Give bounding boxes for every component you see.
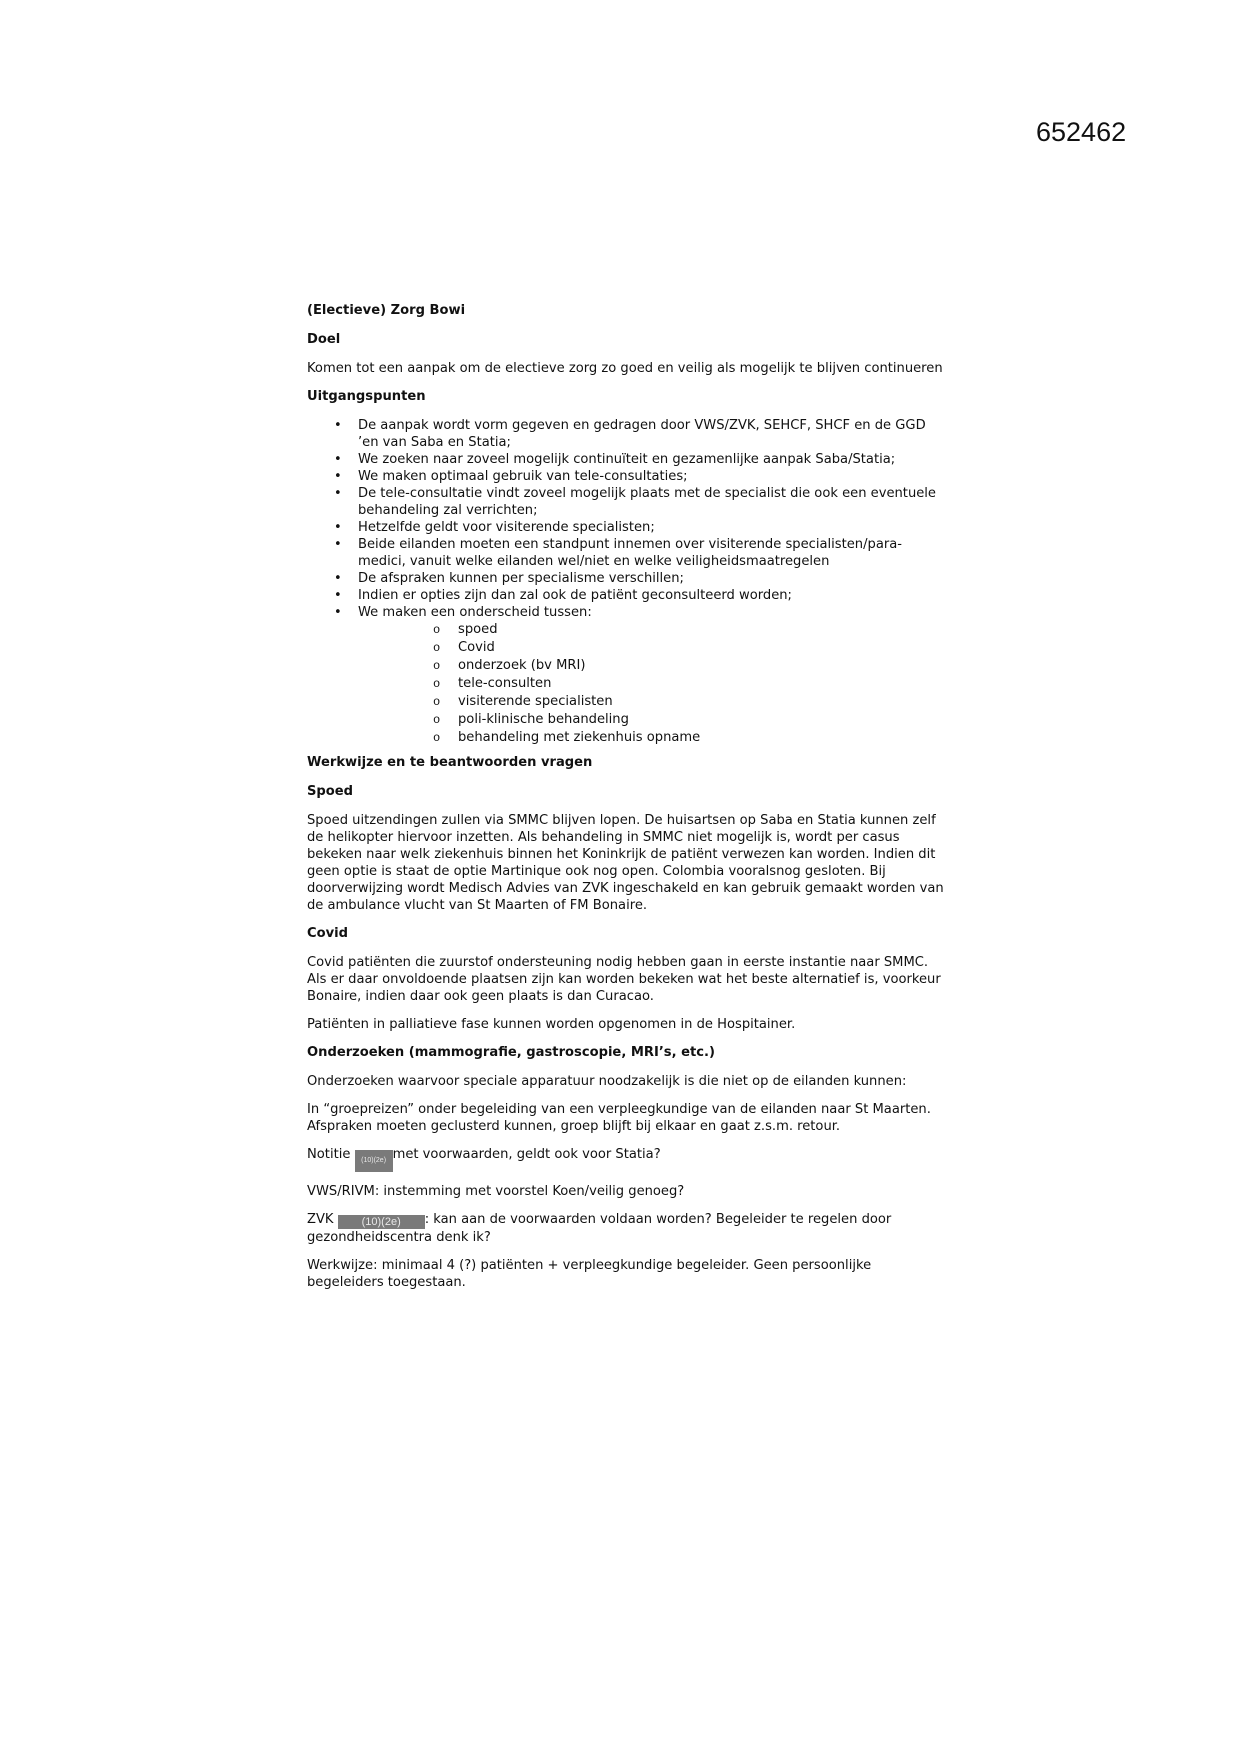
document-title: (Electieve) Zorg Bowi — [307, 303, 466, 318]
list-item: • Hetzelfde geldt voor visiterende specialisten; — [307, 519, 947, 536]
doel-text: Komen tot een aanpak om de electieve zorg zo goed en veilig als mogelijk te blijven continueren — [307, 361, 943, 376]
sublist-item: o onderzoek (bv MRI) — [358, 657, 947, 675]
zvk-line — [307, 1211, 947, 1246]
notitie-prefix: Notitie — [307, 1147, 355, 1162]
document-number: 652462 — [1036, 117, 1127, 147]
list-item: • We zoeken naar zoveel mogelijk continuïteit en gezamenlijke aanpak Saba/Statia; — [307, 451, 947, 468]
sublist-item: o visiterende specialisten — [358, 693, 947, 711]
list-item-text: We maken een onderscheid tussen: — [358, 605, 592, 620]
list-item: • We maken optimaal gebruik van tele-consultaties; — [307, 468, 947, 485]
sublist-item: o tele-consulten — [358, 675, 947, 693]
zvk-prefix: ZVK — [307, 1212, 338, 1227]
werkwijze-text: Werkwijze: minimaal 4 (?) patiënten + verpleegkundige begeleider. Geen persoonlijke begeleiders toegestaan. — [307, 1258, 872, 1290]
uitgangspunten-heading: Uitgangspunten — [307, 389, 426, 404]
list-item — [307, 604, 947, 747]
onderzoeken-text-2: In “groepreizen” onder begeleiding van een verpleegkundige van de eilanden naar St Maarten. Afspraken moeten geclusterd kunnen, groep blijft bij elkaar en gaat z.s.m. retour. — [307, 1102, 931, 1134]
list-item: • Beide eilanden moeten een standpunt innemen over visiterende specialisten/para-medici, vanuit welke eilanden wel/niet en welke veiligheidsmaatregelen — [307, 536, 947, 570]
vws-line: VWS/RIVM: instemming met voorstel Koen/veilig genoeg? — [307, 1184, 685, 1199]
doel-heading: Doel — [307, 332, 341, 347]
notitie-suffix: met voorwaarden, geldt ook voor Statia? — [392, 1147, 661, 1162]
list-item: • De tele-consultatie vindt zoveel mogelijk plaats met de specialist die ook een eventuele behandeling zal verrichten; — [307, 485, 947, 519]
onderzoeken-heading: Onderzoeken (mammografie, gastroscopie, MRI’s, etc.) — [307, 1045, 715, 1060]
list-item: • Indien er opties zijn dan zal ook de patiënt geconsulteerd worden; — [307, 587, 947, 604]
uitgangspunten-list — [307, 417, 947, 747]
document-body — [307, 302, 947, 1302]
notitie-line — [307, 1146, 947, 1172]
sublist-item: o behandeling met ziekenhuis opname — [358, 729, 947, 747]
covid-heading: Covid — [307, 926, 349, 941]
covid-text-1: Covid patiënten die zuurstof ondersteuning nodig hebben gaan in eerste instantie naar SMMC. Als er daar onvoldoende plaatsen zijn kan worden bekeken wat het beste alternatief is, voorkeur Bonaire, indien daar ook geen plaats is dan Curacao. — [307, 955, 941, 1004]
redaction-box: (10)(2e) — [338, 1215, 425, 1229]
zvk-suffix: : kan aan de voorwaarden voldaan worden? Begeleider te regelen door gezondheidscentra denk ik? — [307, 1212, 892, 1245]
spoed-text: Spoed uitzendingen zullen via SMMC blijven lopen. De huisartsen op Saba en Statia kunnen zelf de helikopter hiervoor inzetten. Als behandeling in SMMC niet mogelijk is, wordt per casus bekeken naar welk ziekenhuis binnen het Koninkrijk de patiënt verwezen kan worden. Indien dit geen optie is staat de optie Martinique ook nog open. Colombia vooralsnog gesloten. Bij doorverwijzing wordt Medisch Advies van ZVK ingeschakeld en kan gebruik gemaakt worden van de ambulance vlucht van St Maarten of FM Bonaire. — [307, 813, 944, 913]
redaction-box: (10)(2e) — [355, 1150, 393, 1172]
list-item: • De afspraken kunnen per specialisme verschillen; — [307, 570, 947, 587]
sublist-item: o poli-klinische behandeling — [358, 711, 947, 729]
covid-text-2: Patiënten in palliatieve fase kunnen worden opgenomen in de Hospitainer. — [307, 1017, 796, 1032]
spoed-heading: Spoed — [307, 784, 354, 799]
sublist-item: o Covid — [358, 639, 947, 657]
onderzoeken-text-1: Onderzoeken waarvoor speciale apparatuur noodzakelijk is die niet op de eilanden kunnen: — [307, 1074, 907, 1089]
list-item: • De aanpak wordt vorm gegeven en gedragen door VWS/ZVK, SEHCF, SHCF en de GGD ’en van Saba en Statia; — [307, 417, 947, 451]
onderscheid-sublist — [358, 621, 947, 747]
sublist-item: o spoed — [358, 621, 947, 639]
werkwijze-heading: Werkwijze en te beantwoorden vragen — [307, 755, 593, 770]
